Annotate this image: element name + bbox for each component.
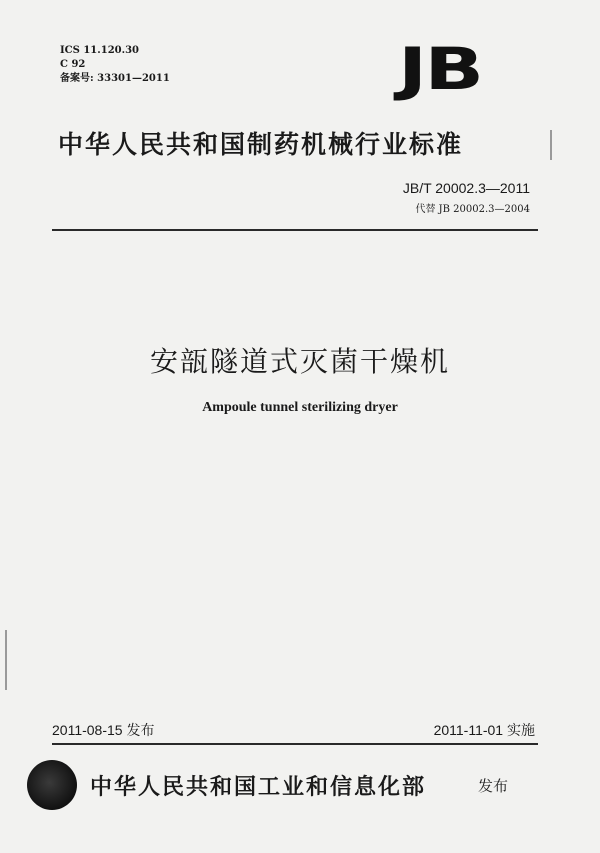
issue-date: 2011-08-15 发布 <box>52 722 155 738</box>
scan-artifact <box>5 630 7 690</box>
scan-artifact <box>550 130 552 160</box>
issuing-authority: 中华人民共和国工业和信息化部 <box>90 775 427 800</box>
document-title-english: Ampoule tunnel sterilizing dryer <box>202 400 398 415</box>
bottom-divider <box>52 743 538 745</box>
standard-category-title: 中华人民共和国制药机械行业标准 <box>58 130 464 159</box>
ics-code: ICS 11.120.30 <box>60 45 140 56</box>
record-number: 备案号: 33301—2011 <box>60 73 170 84</box>
standard-number-block <box>403 180 530 215</box>
top-divider <box>52 229 538 231</box>
issued-label: 发布 <box>478 777 509 795</box>
classification-block <box>60 44 170 86</box>
document-title-chinese: 安瓿隧道式灭菌干燥机 <box>149 345 450 378</box>
jb-logo: JB <box>398 35 482 103</box>
replaces-standard: 代替 JB 20002.3—2004 <box>415 204 530 215</box>
standard-number: JB/T 20002.3—2011 <box>402 180 530 196</box>
seal-mark <box>27 760 77 810</box>
ccs-code: C 92 <box>60 59 86 70</box>
effective-date: 2011-11-01 实施 <box>433 722 535 738</box>
